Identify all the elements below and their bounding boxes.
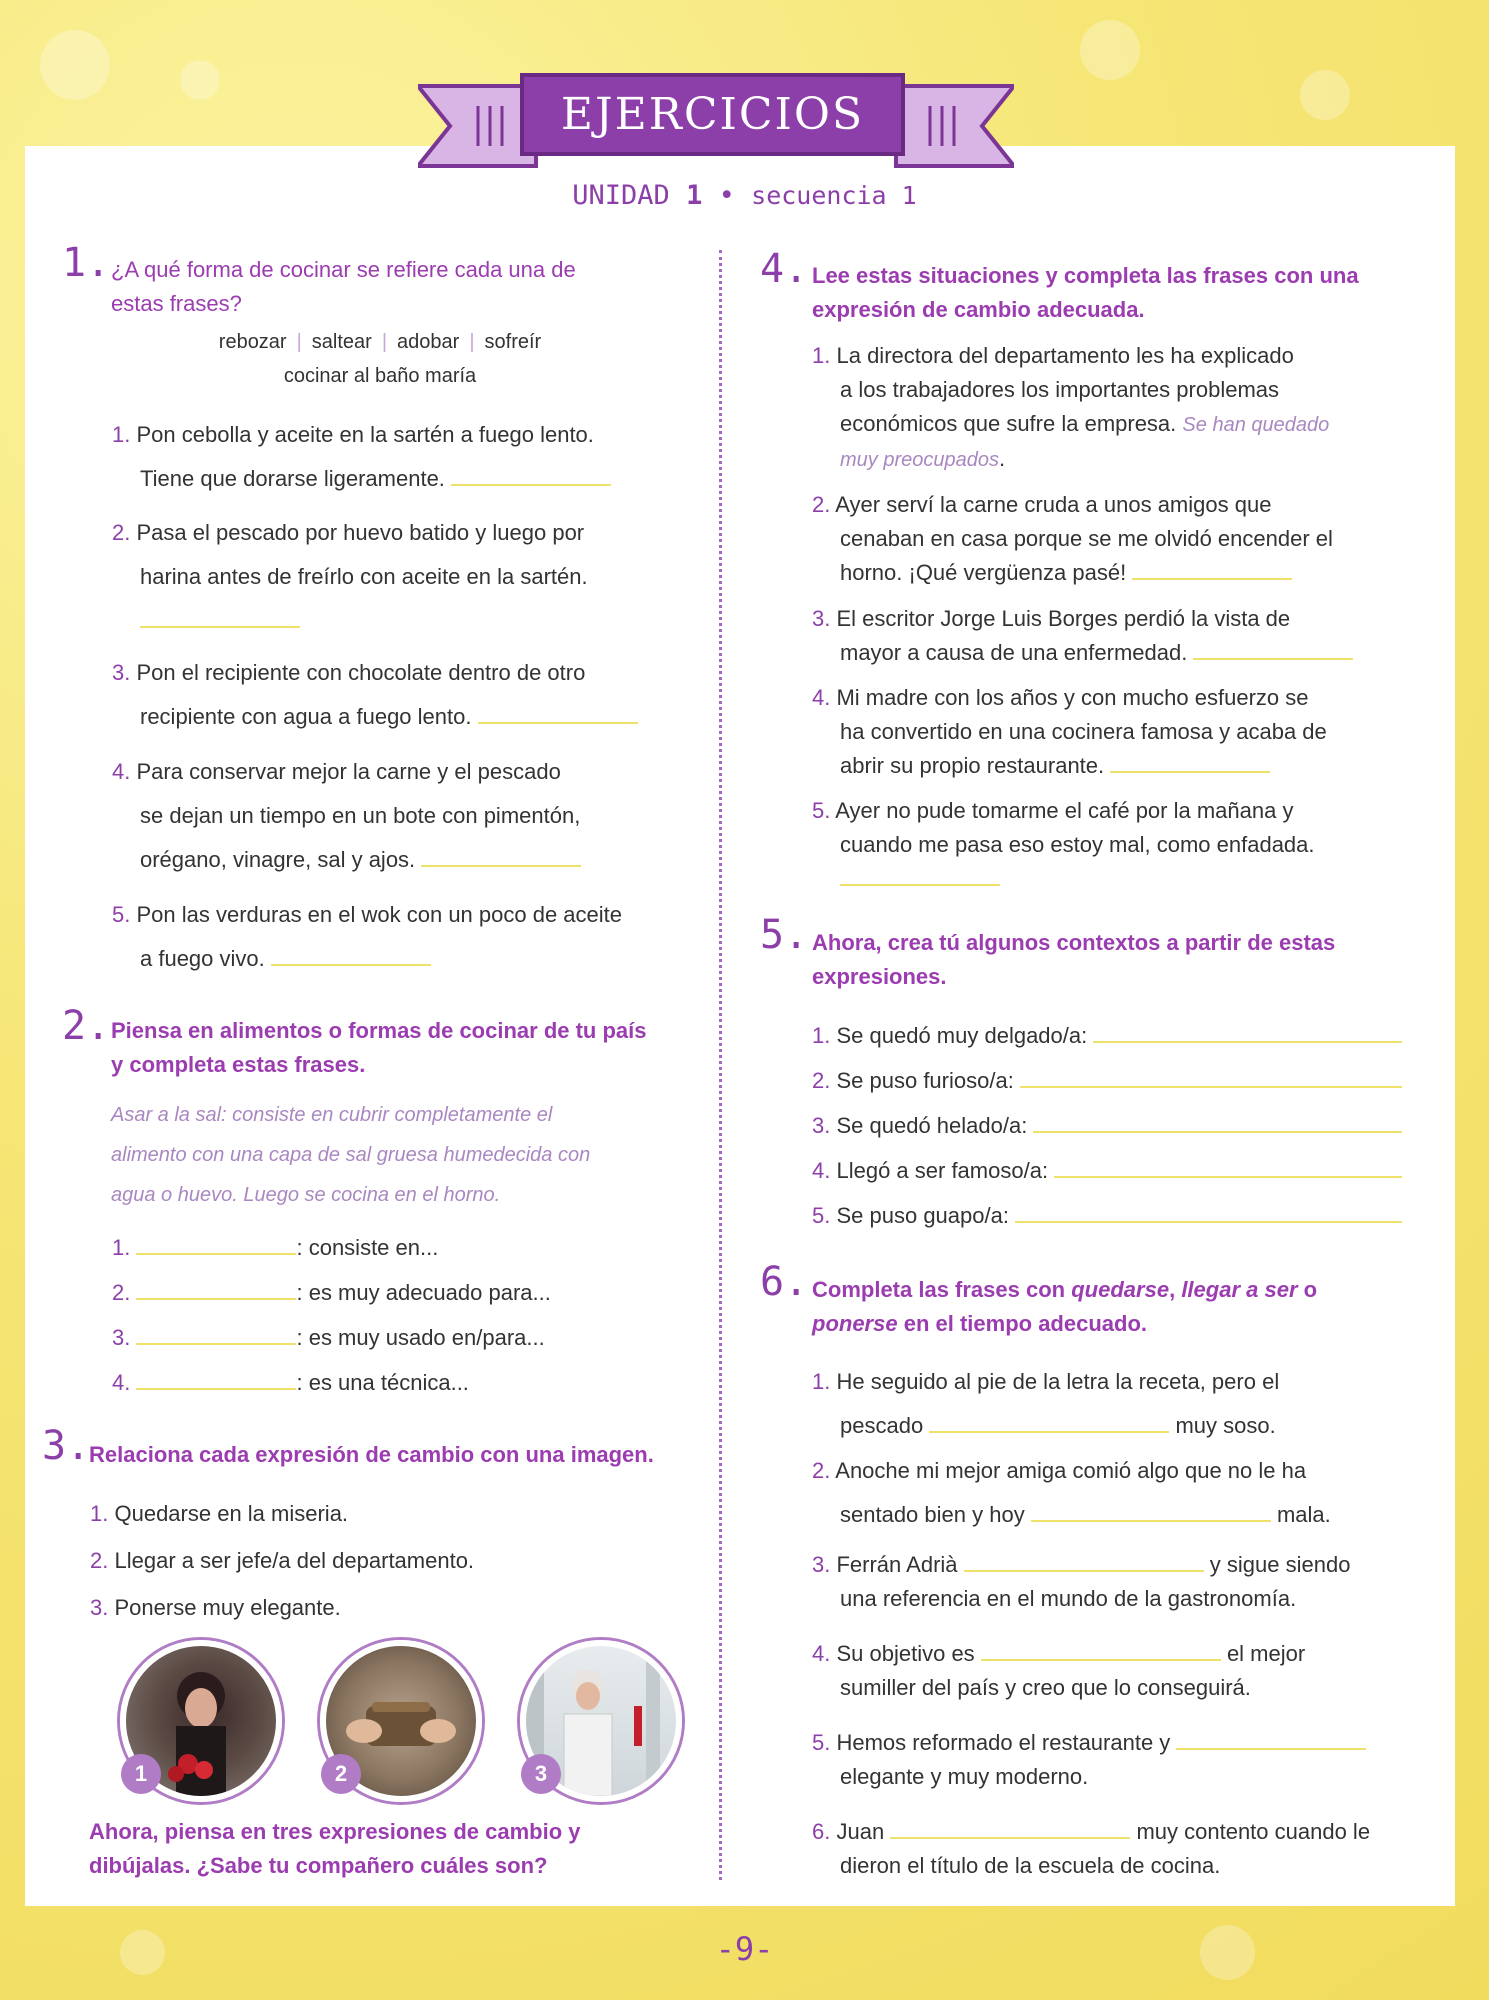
item-line bbox=[812, 1849, 1370, 1883]
item-text: Ponerse muy elegante. bbox=[114, 1595, 341, 1620]
item-line bbox=[812, 636, 1353, 670]
answer-blank[interactable] bbox=[1054, 1156, 1402, 1178]
question-line: estas frases? bbox=[111, 291, 242, 316]
answer-blank[interactable] bbox=[1031, 1500, 1271, 1522]
item-number: 5. bbox=[112, 902, 131, 927]
item-number: 2. bbox=[812, 1068, 831, 1093]
answer-blank[interactable] bbox=[929, 1411, 1169, 1433]
item-text: Pon el recipiente con chocolate dentro de otro bbox=[136, 660, 586, 685]
list-item bbox=[812, 1058, 1402, 1103]
answer-blank[interactable] bbox=[136, 1368, 296, 1390]
answer-blank[interactable] bbox=[1033, 1111, 1402, 1133]
exercise-5-question bbox=[812, 926, 1335, 994]
exercise-2-items bbox=[112, 1225, 551, 1405]
exercise-1-item bbox=[112, 413, 611, 501]
unit-heading bbox=[0, 180, 1489, 211]
item-number: 2. bbox=[90, 1548, 109, 1573]
unit-label: UNIDAD bbox=[572, 180, 670, 211]
item-number: 3. bbox=[90, 1595, 109, 1620]
item-number: 3. bbox=[112, 660, 131, 685]
item-line bbox=[112, 750, 581, 794]
item-text: He seguido al pie de la letra la receta, pero el bbox=[836, 1369, 1280, 1394]
option-separator: | bbox=[381, 331, 388, 353]
answer-blank[interactable] bbox=[981, 1639, 1221, 1661]
item-text: : es una técnica... bbox=[296, 1370, 469, 1395]
item-text: . bbox=[998, 446, 1006, 471]
image-badge: 1 bbox=[121, 1754, 161, 1794]
item-text: recipiente con agua a fuego lento. bbox=[140, 704, 472, 729]
example-line: Asar a la sal: consiste en cubrir completamente el bbox=[111, 1104, 553, 1126]
exercise-4-question bbox=[812, 259, 1359, 327]
exercise-4-item bbox=[812, 794, 1315, 896]
image-badge: 2 bbox=[321, 1754, 361, 1794]
exercise-1-item bbox=[112, 511, 588, 643]
unit-number: 1 bbox=[686, 180, 703, 211]
item-line bbox=[112, 457, 611, 501]
example-line: agua o huevo. Luego se cocina en el horno. bbox=[111, 1184, 501, 1206]
answer-blank[interactable] bbox=[1193, 638, 1353, 660]
item-text: Ayer no pude tomarme el café por la mañana y bbox=[835, 798, 1294, 823]
item-number: 2. bbox=[112, 520, 131, 545]
bokeh-dot bbox=[1300, 70, 1350, 120]
item-line bbox=[812, 715, 1327, 749]
item-number: 1. bbox=[812, 1023, 831, 1048]
item-text: Mi madre con los años y con mucho esfuerzo se bbox=[836, 685, 1309, 710]
exercise-3-items bbox=[90, 1490, 474, 1631]
list-item bbox=[112, 1270, 551, 1315]
page-number: -9- bbox=[715, 1930, 774, 1968]
item-number: 4. bbox=[812, 1158, 831, 1183]
item-text: el mejor bbox=[1226, 1641, 1306, 1666]
item-number: 3. bbox=[812, 606, 831, 631]
item-text: Tiene que dorarse ligeramente. bbox=[140, 466, 445, 491]
item-line bbox=[812, 1726, 1366, 1760]
question-line: Ahora, crea tú algunos contextos a partir de estas bbox=[812, 930, 1336, 955]
item-number: 2. bbox=[112, 1280, 131, 1305]
question-verb: quedarse bbox=[1071, 1277, 1170, 1302]
list-item bbox=[90, 1537, 474, 1584]
list-item bbox=[812, 1103, 1402, 1148]
answer-blank[interactable] bbox=[890, 1817, 1130, 1839]
item-text: harina antes de freírlo con aceite en la sartén. bbox=[140, 564, 588, 589]
item-text: se dejan un tiempo en un bote con pimentón, bbox=[140, 803, 581, 828]
answer-blank[interactable] bbox=[840, 864, 1000, 886]
item-line bbox=[812, 407, 1329, 442]
exercise-3-question: Relaciona cada expresión de cambio con una imagen. bbox=[89, 1442, 654, 1467]
item-text: Juan bbox=[836, 1819, 885, 1844]
item-text: Se quedó helado/a: bbox=[836, 1113, 1028, 1138]
question-line: y completa estas frases. bbox=[111, 1052, 366, 1077]
item-text: horno. ¡Qué vergüenza pasé! bbox=[840, 560, 1127, 585]
answer-blank[interactable] bbox=[140, 606, 300, 628]
exercise-1-options bbox=[120, 325, 640, 393]
exercise-4-item bbox=[812, 339, 1329, 477]
exercise-6-number: 6. bbox=[760, 1259, 809, 1305]
list-item bbox=[90, 1584, 474, 1631]
unit-sequence: secuencia 1 bbox=[751, 181, 917, 210]
item-number: 1. bbox=[112, 1235, 131, 1260]
item-line bbox=[812, 862, 1315, 896]
question-line: Lee estas situaciones y completa las frases con una bbox=[812, 263, 1359, 288]
item-text: Ferrán Adrià bbox=[836, 1552, 958, 1577]
exercise-6-item bbox=[812, 1360, 1279, 1448]
item-line bbox=[812, 681, 1327, 715]
exercise-6-item bbox=[812, 1548, 1350, 1616]
item-text: : es muy adecuado para... bbox=[296, 1280, 551, 1305]
item-line bbox=[112, 599, 588, 643]
item-text: Quedarse en la miseria. bbox=[114, 1501, 349, 1526]
answer-blank[interactable] bbox=[136, 1323, 296, 1345]
item-text: dieron el título de la escuela de cocina. bbox=[840, 1853, 1221, 1878]
question-line bbox=[812, 1307, 1317, 1341]
answer-blank[interactable] bbox=[451, 464, 611, 486]
option: rebozar bbox=[218, 331, 287, 353]
exercise-2-number: 2. bbox=[62, 1003, 111, 1049]
answer-blank[interactable] bbox=[1015, 1201, 1402, 1223]
bokeh-dot bbox=[40, 30, 110, 100]
footer-line: dibújalas. ¿Sabe tu compañero cuáles son? bbox=[89, 1853, 548, 1878]
item-text: Pasa el pescado por huevo batido y luego por bbox=[136, 520, 585, 545]
ribbon-right-tail bbox=[894, 80, 1014, 172]
item-text: muy contento cuando le bbox=[1136, 1819, 1371, 1844]
list-item bbox=[90, 1490, 474, 1537]
exercise-6-item bbox=[812, 1815, 1370, 1883]
answer-blank[interactable] bbox=[136, 1278, 296, 1300]
question-text: en el tiempo adecuado. bbox=[903, 1311, 1147, 1336]
item-text: orégano, vinagre, sal y ajos. bbox=[140, 847, 416, 872]
option: saltear bbox=[311, 331, 372, 353]
item-text: elegante y muy moderno. bbox=[840, 1764, 1089, 1789]
item-text: mayor a causa de una enfermedad. bbox=[840, 640, 1188, 665]
question-line: Piensa en alimentos o formas de cocinar de tu país bbox=[111, 1018, 647, 1043]
item-line bbox=[812, 1493, 1331, 1537]
banner-title: EJERCICIOS bbox=[560, 89, 865, 140]
list-item bbox=[812, 1013, 1402, 1058]
answer-blank[interactable] bbox=[1176, 1728, 1366, 1750]
item-number: 4. bbox=[812, 685, 831, 710]
item-line bbox=[812, 1582, 1350, 1616]
item-line bbox=[812, 828, 1315, 862]
item-number: 6. bbox=[812, 1819, 831, 1844]
item-text: Su objetivo es bbox=[836, 1641, 975, 1666]
exercise-1-item bbox=[112, 750, 581, 882]
item-line bbox=[112, 695, 638, 739]
options-line bbox=[120, 325, 640, 359]
item-text: Se quedó muy delgado/a: bbox=[836, 1023, 1088, 1048]
exercise-3-footer bbox=[89, 1815, 581, 1883]
item-text: Se puso guapo/a: bbox=[836, 1203, 1009, 1228]
exercise-4-number: 4. bbox=[760, 246, 809, 292]
bokeh-dot bbox=[1080, 20, 1140, 80]
item-text: : consiste en... bbox=[296, 1235, 439, 1260]
answer-blank[interactable] bbox=[271, 944, 431, 966]
item-number: 1. bbox=[812, 1369, 831, 1394]
item-text: Pon cebolla y aceite en la sartén a fuego lento. bbox=[136, 422, 594, 447]
item-text: muy soso. bbox=[1175, 1413, 1276, 1438]
option-separator: | bbox=[296, 331, 302, 353]
item-number: 5. bbox=[812, 1203, 831, 1228]
item-text: una referencia en el mundo de la gastronomía. bbox=[840, 1586, 1297, 1611]
item-text: Hemos reformado el restaurante y bbox=[836, 1730, 1171, 1755]
exercise-6-question bbox=[812, 1273, 1317, 1341]
list-item bbox=[112, 1315, 551, 1360]
exercise-2-example bbox=[111, 1095, 590, 1215]
exercise-1-item bbox=[112, 893, 622, 981]
list-item bbox=[112, 1225, 551, 1270]
item-line bbox=[812, 1360, 1279, 1404]
question-line: expresiones. bbox=[812, 964, 947, 989]
question-verb: llegar a ser bbox=[1181, 1277, 1298, 1302]
answer-blank[interactable] bbox=[1110, 751, 1270, 773]
column-divider bbox=[719, 250, 722, 1880]
item-text: La directora del departamento les ha explicado bbox=[836, 343, 1294, 368]
question-line: ¿A qué forma de cocinar se refiere cada una de bbox=[111, 257, 576, 282]
question-text: o bbox=[1303, 1277, 1318, 1302]
item-text: sumiller del país y creo que lo conseguirá. bbox=[840, 1675, 1251, 1700]
list-item bbox=[812, 1148, 1402, 1193]
exercise-4-item bbox=[812, 488, 1333, 590]
answer-blank[interactable] bbox=[421, 845, 581, 867]
answer-blank[interactable] bbox=[1093, 1021, 1402, 1043]
item-text: Llegar a ser jefe/a del departamento. bbox=[114, 1548, 475, 1573]
item-text: económicos que sufre la empresa. bbox=[840, 411, 1177, 436]
item-line bbox=[812, 488, 1333, 522]
item-text: mala. bbox=[1276, 1502, 1331, 1527]
item-text: Pon las verduras en el wok con un poco de aceite bbox=[136, 902, 623, 927]
item-line bbox=[812, 442, 1329, 477]
exercise-5-items bbox=[812, 1013, 1402, 1238]
item-text: a fuego vivo. bbox=[140, 946, 265, 971]
item-line bbox=[812, 1449, 1331, 1493]
answer-blank[interactable] bbox=[964, 1550, 1204, 1572]
answer-blank[interactable] bbox=[136, 1233, 296, 1255]
item-number: 3. bbox=[812, 1552, 831, 1577]
item-text: : es muy usado en/para... bbox=[296, 1325, 545, 1350]
item-text: Se puso furioso/a: bbox=[836, 1068, 1014, 1093]
item-number: 3. bbox=[112, 1325, 131, 1350]
item-line bbox=[112, 893, 622, 937]
item-line bbox=[812, 339, 1329, 373]
item-number: 3. bbox=[812, 1113, 831, 1138]
item-line bbox=[112, 838, 581, 882]
item-line bbox=[812, 373, 1329, 407]
question-text: Completa las frases con bbox=[812, 1277, 1066, 1302]
item-line bbox=[812, 749, 1327, 783]
item-line bbox=[812, 794, 1315, 828]
item-line bbox=[812, 1760, 1366, 1794]
item-number: 4. bbox=[112, 759, 131, 784]
item-text: sentado bien y hoy bbox=[840, 1502, 1025, 1527]
exercise-5-number: 5. bbox=[760, 912, 809, 958]
item-line bbox=[812, 522, 1333, 556]
item-number: 5. bbox=[812, 798, 831, 823]
item-text: y sigue siendo bbox=[1209, 1552, 1351, 1577]
exercise-2-question bbox=[111, 1014, 647, 1082]
example-answer: Se han quedado bbox=[1182, 414, 1330, 436]
item-line bbox=[112, 651, 638, 695]
item-number: 5. bbox=[812, 1730, 831, 1755]
item-line bbox=[112, 794, 581, 838]
item-text: pescado bbox=[840, 1413, 924, 1438]
exercise-3-number: 3. bbox=[42, 1423, 91, 1469]
option: adobar bbox=[397, 331, 460, 353]
item-text: Para conservar mejor la carne y el pescado bbox=[136, 759, 561, 784]
example-answer: muy preocupados bbox=[840, 449, 999, 471]
item-number: 1. bbox=[90, 1501, 109, 1526]
footer-line: Ahora, piensa en tres expresiones de cambio y bbox=[89, 1819, 581, 1844]
exercise-1-question bbox=[111, 253, 576, 321]
item-line bbox=[812, 1637, 1305, 1671]
item-number: 4. bbox=[112, 1370, 131, 1395]
exercise-1-number: 1. bbox=[62, 240, 111, 286]
item-line bbox=[112, 413, 611, 457]
item-text: Ayer serví la carne cruda a unos amigos que bbox=[835, 492, 1272, 517]
answer-blank[interactable] bbox=[478, 702, 638, 724]
exercise-6-item bbox=[812, 1726, 1366, 1794]
example-line: alimento con una capa de sal gruesa humedecida con bbox=[111, 1144, 591, 1166]
option: sofreír bbox=[484, 331, 542, 353]
item-line bbox=[112, 555, 588, 599]
item-line bbox=[812, 1404, 1279, 1448]
item-number: 1. bbox=[812, 343, 831, 368]
exercise-4-item bbox=[812, 681, 1327, 783]
exercise-4-item bbox=[812, 602, 1353, 670]
item-text: ha convertido en una cocinera famosa y acaba de bbox=[840, 719, 1327, 744]
question-line: expresión de cambio adecuada. bbox=[812, 297, 1145, 322]
item-number: 2. bbox=[812, 1458, 831, 1483]
item-line bbox=[812, 602, 1353, 636]
option-separator: | bbox=[469, 331, 475, 353]
question-line bbox=[812, 1273, 1317, 1307]
exercise-1-item bbox=[112, 651, 638, 739]
item-line bbox=[812, 1815, 1370, 1849]
answer-blank[interactable] bbox=[1020, 1066, 1402, 1088]
item-text: a los trabajadores los importantes problemas bbox=[840, 377, 1280, 402]
exercise-6-item bbox=[812, 1637, 1305, 1705]
item-text: cuando me pasa eso estoy mal, como enfadada. bbox=[840, 832, 1315, 857]
item-text: El escritor Jorge Luis Borges perdió la vista de bbox=[836, 606, 1291, 631]
item-number: 2. bbox=[812, 492, 831, 517]
exercise-6-item bbox=[812, 1449, 1331, 1537]
item-number: 4. bbox=[812, 1641, 831, 1666]
item-line bbox=[112, 511, 588, 555]
item-text: cenaban en casa porque se me olvidó encender el bbox=[840, 526, 1333, 551]
item-line bbox=[112, 937, 622, 981]
item-line bbox=[812, 556, 1333, 590]
bokeh-dot bbox=[180, 60, 220, 100]
item-line bbox=[812, 1548, 1350, 1582]
image-badge: 3 bbox=[521, 1754, 561, 1794]
option: cocinar al baño maría bbox=[283, 365, 477, 387]
question-verb: ponerse bbox=[812, 1311, 898, 1336]
answer-blank[interactable] bbox=[1132, 558, 1292, 580]
list-item bbox=[812, 1193, 1402, 1238]
item-text: Llegó a ser famoso/a: bbox=[836, 1158, 1049, 1183]
list-item bbox=[112, 1360, 551, 1405]
banner-title-ribbon bbox=[520, 73, 905, 156]
item-text: Anoche mi mejor amiga comió algo que no le ha bbox=[835, 1458, 1307, 1483]
item-number: 1. bbox=[112, 422, 131, 447]
question-text: , bbox=[1169, 1277, 1176, 1302]
item-text: abrir su propio restaurante. bbox=[840, 753, 1105, 778]
unit-bullet: • bbox=[718, 180, 735, 211]
item-line bbox=[812, 1671, 1305, 1705]
